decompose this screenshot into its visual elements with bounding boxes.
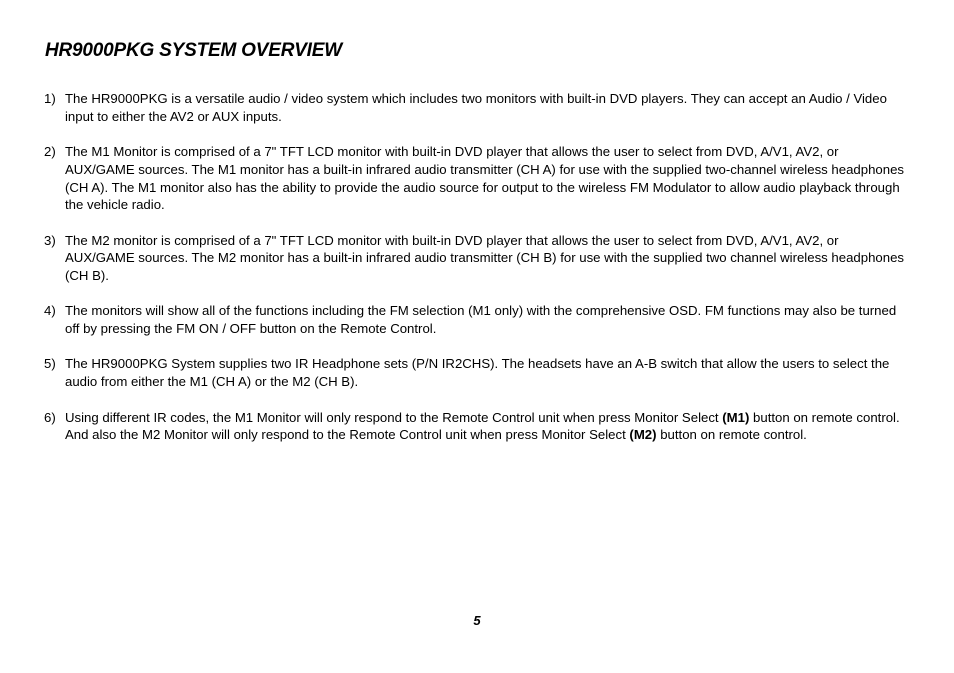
list-item — [44, 232, 910, 285]
page-number: 5 — [473, 613, 481, 628]
list-item-text — [65, 232, 910, 285]
list-item-text — [65, 143, 910, 214]
list-item — [44, 409, 910, 444]
bold-text: (M1) — [722, 409, 750, 425]
list-item-text — [65, 409, 910, 444]
list-item-number: 4) — [44, 303, 56, 319]
page-title: HR9000PKG SYSTEM OVERVIEW — [45, 40, 342, 61]
list-item-number: 3) — [44, 232, 56, 248]
text-segment: The M2 monitor is comprised of a 7" TFT LCD monitor with built-in DVD player that allows the user to select from DVD, A/V1, AV2, or AUX/GAME sources. The M2 monitor has a built-in infrared audio transmitter (CH B) for use with the supplied two channel wireless headphones (CH B). — [65, 232, 905, 283]
bold-text: (M2) — [629, 427, 657, 443]
text-segment: button on remote control. — [656, 427, 807, 443]
list-item — [44, 302, 910, 337]
list-item-text — [65, 302, 910, 337]
text-segment: The HR9000PKG System supplies two IR Headphone sets (P/N IR2CHS). The headsets have an A-B switch that allow the users to select the audio from either the M1 (CH A) or the M2 (CH B). — [65, 356, 890, 390]
overview-list — [44, 90, 910, 462]
text-segment: The monitors will show all of the functions including the FM selection (M1 only) with the comprehensive OSD. FM functions may also be turned off by pressing the FM ON / OFF button on the Remote Control. — [65, 303, 897, 337]
list-item-number: 1) — [44, 91, 56, 106]
list-item — [44, 143, 910, 214]
text-segment: The HR9000PKG is a versatile audio / video system which includes two monitors with built-in DVD players. They can accept an Audio / Video input to either the AV2 or AUX inputs. — [65, 91, 887, 124]
list-item — [44, 355, 910, 390]
list-item-text — [65, 355, 910, 390]
text-segment: Using different IR codes, the M1 Monitor will only respond to the Remote Control unit when press Monitor Select — [65, 409, 723, 425]
list-item-text — [65, 90, 910, 125]
text-segment: button on remote control. And also the M2 Monitor will only respond to the Remote Control unit when press Monitor Select — [65, 409, 900, 443]
list-item-number: 5) — [44, 356, 56, 372]
list-item-number: 6) — [44, 409, 56, 425]
list-item — [44, 90, 910, 125]
text-segment: The M1 Monitor is comprised of a 7" TFT LCD monitor with built-in DVD player that allows the user to select from DVD, A/V1, AV2, or AUX/GAME sources. The M1 monitor has a built-in infrared audio transmitter (CH A) for use with the supplied two-channel wireless headphones (CH A). The M1 monitor also has the ability to provide the audio source for output to the wireless FM Modulator to allow audio playback through the vehicle radio. — [65, 144, 905, 213]
list-item-number: 2) — [44, 144, 56, 160]
